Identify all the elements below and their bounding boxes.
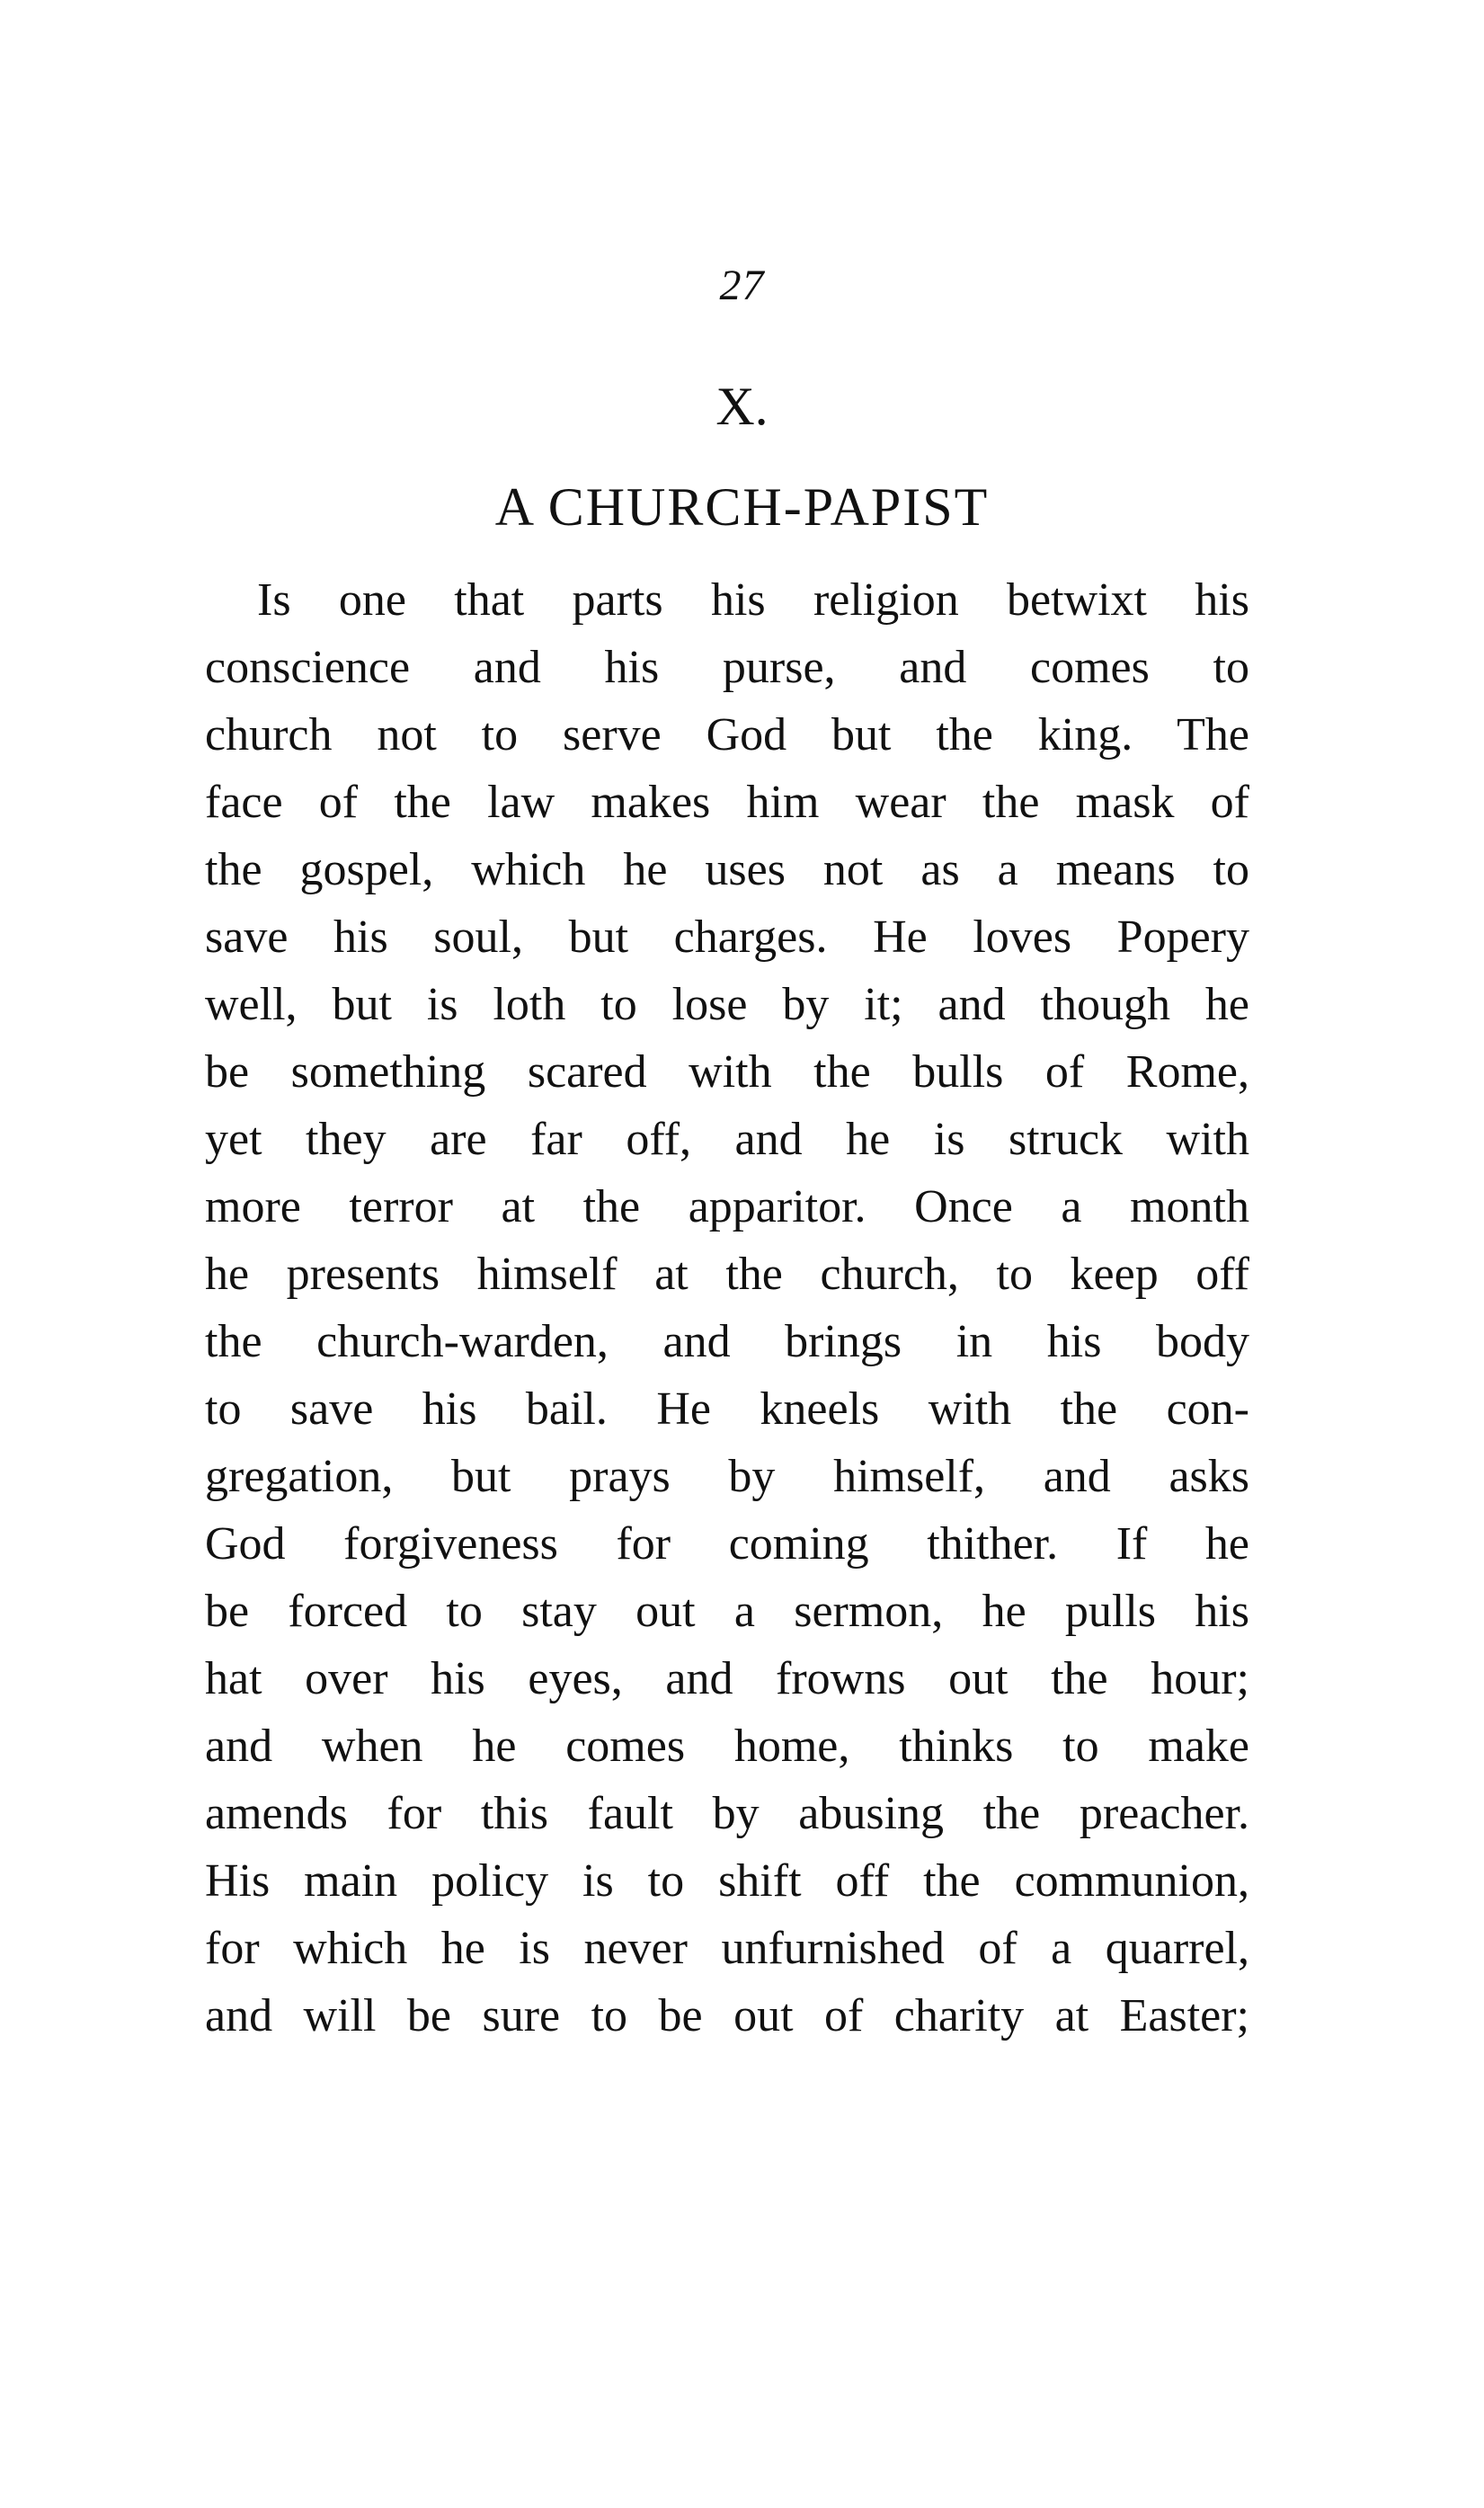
text-line: be forced to stay out a sermon, he pulls his [205,1586,1249,1637]
text-line: and will be sure to be out of charity at Easter; [205,1990,1249,2041]
text-line: to save his bail. He kneels with the con- [205,1383,1249,1435]
text-line: hat over his eyes, and frowns out the hour; [205,1653,1249,1704]
text-line: the gospel, which he uses not as a means to [205,844,1249,895]
text-line: His main policy is to shift off the communion, [205,1855,1249,1907]
text-line: for which he is never unfurnished of a quarrel, [205,1923,1249,1974]
text-line: and when he comes home, thinks to make [205,1721,1249,1772]
text-line: more terror at the apparitor. Once a month [205,1181,1249,1232]
text-line: the church-warden, and brings in his body [205,1316,1249,1367]
text-line: save his soul, but charges. He loves Popery [205,912,1249,963]
text-line: well, but is loth to lose by it; and though he [205,979,1249,1030]
text-line: church not to serve God but the king. The [205,709,1249,760]
page-number: 27 [719,262,765,309]
text-line: he presents himself at the church, to keep off [205,1249,1249,1300]
text-line: be something scared with the bulls of Rome, [205,1046,1249,1098]
text-line: God forgiveness for coming thither. If he [205,1518,1249,1570]
text-line: gregation, but prays by himself, and asks [205,1451,1249,1502]
text-line: Is one that parts his religion betwixt his [257,574,1249,626]
text-line: amends for this fault by abusing the preacher. [205,1788,1249,1839]
chapter-title: A CHURCH-PAPIST [494,477,990,537]
text-line: yet they are far off, and he is struck with [205,1114,1249,1165]
text-line: face of the law makes him wear the mask of [205,777,1249,828]
body-text [205,566,1249,2050]
section-numeral: X. [715,377,769,436]
text-line: conscience and his purse, and comes to [205,642,1249,693]
